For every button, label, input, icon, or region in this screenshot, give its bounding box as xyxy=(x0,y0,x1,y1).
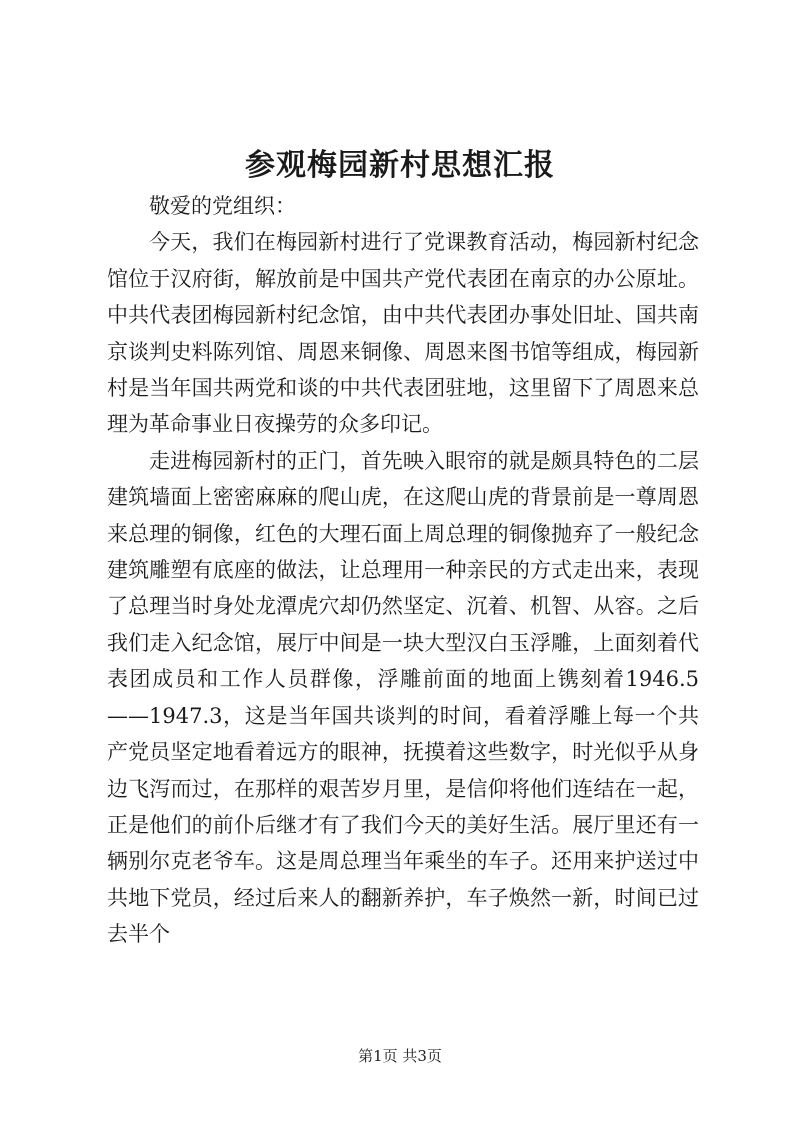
salutation: 敬爱的党组织： xyxy=(149,194,296,218)
paragraph-2: 走进梅园新村的正门，首先映入眼帘的就是颇具特色的二层建筑墙面上密密麻麻的爬山虎，在这爬山虎的背景前是一尊周恩来总理的铜像，红色的大理石面上周总理的铜像抛弃了一般纪念建筑雕塑有底座的做法，让总理用一种亲民的方式走出来，表现了总理当时身处龙潭虎穴却仍然坚定、沉着、机智、从容。之后我们走入纪念馆，展厅中间是一块大型汉白玉浮雕，上面刻着代表团成员和工作人员群像，浮雕前面的地面上镌刻着1946.5——1947.3，这是当年国共谈判的时间，看着浮雕上每一个共产党员坚定地看着远方的眼神，抚摸着这些数字，时光似乎从身边飞泻而过，在那样的艰苦岁月里，是信仰将他们连结在一起，正是他们的前仆后继才有了我们今天的美好生活。展厅里还有一辆别尔克老爷车。这是周总理当年乘坐的车子。还用来护送过中共地下党员，经过后来人的翻新养护，车子焕然一新，时间已过去半个 xyxy=(107,448,699,947)
document-title: 参观梅园新村思想汇报 xyxy=(245,148,555,183)
page-number-footer: 第1页 共3页 xyxy=(358,1047,442,1065)
paragraph-1: 今天，我们在梅园新村进行了党课教育活动，梅园新村纪念馆位于汉府街，解放前是中国共产党代表团在南京的办公原址。中共代表团梅园新村纪念馆，由中共代表团办事处旧址、国共南京谈判史料陈列馆、周恩来铜像、周恩来图书馆等组成，梅园新村是当年国共两党和谈的中共代表团驻地，这里留下了周恩来总理为革命事业日夜操劳的众多印记。 xyxy=(107,230,699,437)
document-body xyxy=(107,188,699,953)
